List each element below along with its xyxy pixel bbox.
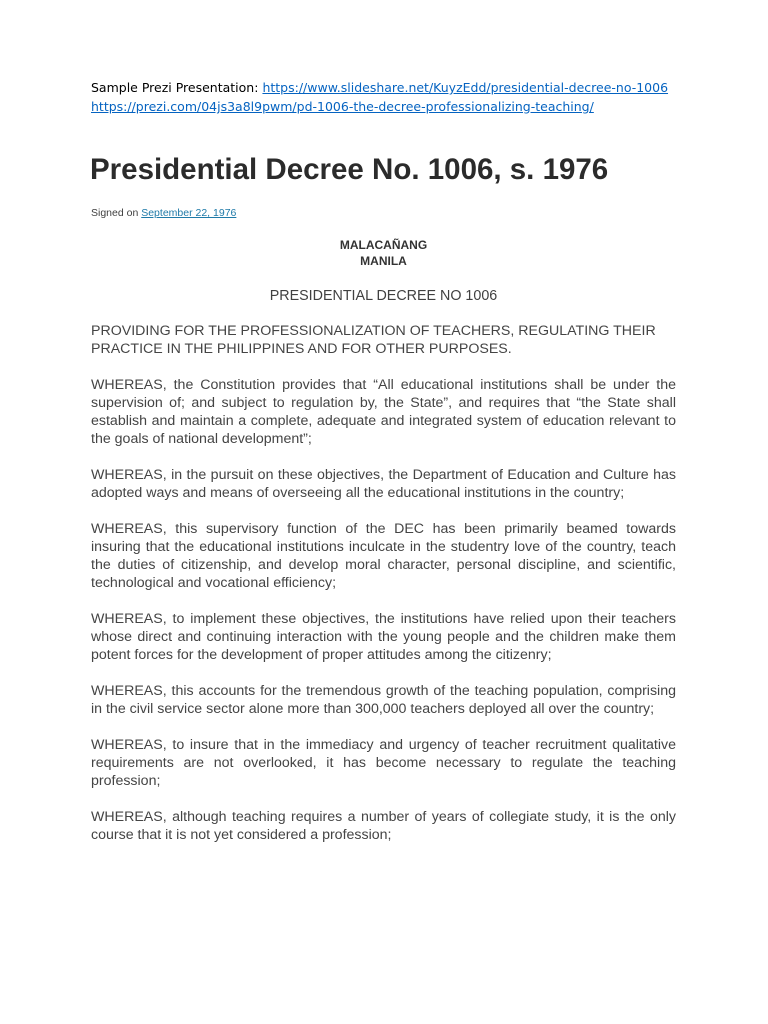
prezi-link[interactable]: https://prezi.com/04js3a8l9pwm/pd-1006-the-decree-professionalizing-teaching/ [91, 99, 594, 114]
signed-date-line [91, 205, 236, 221]
sample-prezi-label: Sample Prezi Presentation: [91, 80, 259, 95]
whereas-clause: WHEREAS, in the pursuit on these objectives, the Department of Education and Culture has adopted ways and means of overseeing all the educational institutions in the country; [91, 467, 676, 501]
whereas-clause: WHEREAS, to implement these objectives, the institutions have relied upon their teachers whose direct and continuing interaction with the young people and the children make them potent forces for the development of proper attitudes among the citizenry; [91, 611, 676, 663]
whereas-clause: WHEREAS, although teaching requires a number of years of collegiate study, it is the only course that it is not yet considered a profession; [91, 809, 676, 843]
decree-subject: PROVIDING FOR THE PROFESSIONALIZATION OF TEACHERS, REGULATING THEIR PRACTICE IN THE PHILIPPINES AND FOR OTHER PURPOSES. [91, 323, 656, 357]
links-line-1 [91, 78, 731, 97]
decree-heading: PRESIDENTIAL DECREE NO 1006 [269, 288, 498, 304]
office-line-2: MANILA [360, 254, 407, 268]
page-title: Presidential Decree No. 1006, s. 1976 [90, 153, 609, 186]
whereas-clause: WHEREAS, the Constitution provides that “All educational institutions shall be under the supervision of; and subject to regulation by, the State”, and requires that “the State shall establish and maintain a complete, adequate and integrated system of education relevant to the goals of national development”; [91, 377, 676, 447]
signed-prefix: Signed on [91, 207, 142, 219]
whereas-clause: WHEREAS, this supervisory function of the DEC has been primarily beamed towards insuring that the educational institutions inculcate in the studentry love of the country, teach the duties of citizenship, and develop moral character, personal discipline, and scientific, technological and vocational efficiency; [91, 521, 676, 591]
decree-body [91, 322, 676, 862]
issuing-office [91, 237, 676, 269]
prezi-links [91, 78, 731, 116]
signed-date-link[interactable]: September 22, 1976 [141, 207, 237, 219]
slideshare-link[interactable]: https://www.slideshare.net/KuyzEdd/presidential-decree-no-1006 [262, 80, 669, 95]
whereas-clause: WHEREAS, to insure that in the immediacy and urgency of teacher recruitment qualitative requirements are not overlooked, it has become necessary to regulate the teaching profession; [91, 737, 676, 789]
whereas-clause: WHEREAS, this accounts for the tremendous growth of the teaching population, comprising in the civil service sector alone more than 300,000 teachers deployed all over the country; [91, 683, 676, 717]
links-line-2 [91, 97, 731, 116]
office-line-1: MALACAÑANG [339, 238, 428, 252]
